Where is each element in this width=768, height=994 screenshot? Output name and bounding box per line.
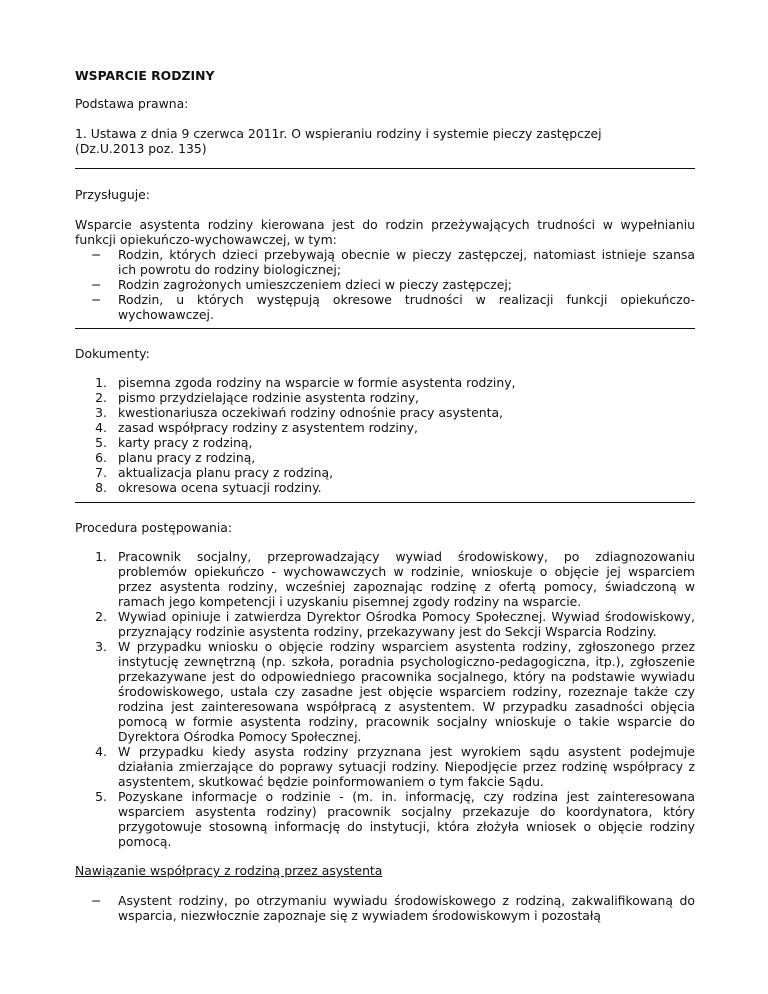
eligibility-section [75,217,695,322]
documents-section [75,375,695,495]
list-item: aktualizacja planu pracy z rodziną, [118,465,334,480]
procedure-heading: Procedura postępowania: [75,520,233,535]
documents-heading: Dokumenty: [75,346,150,361]
list-item: W przypadku kiedy asysta rodziny przyznana jest wyrokiem sądu asystent podejmuje działania zmierzające do poprawy sytuacji rodziny. Niepodjęcie przez rodzinę współpracy z asystentem, skutkować będzie poinformowaniem o tym fakcie Sądu. [118,744,695,789]
list-item: planu pracy z rodziną, [118,450,256,465]
document-title: WSPARCIE RODZINY [75,68,215,83]
section-divider [75,328,695,329]
list-item: Wywiad opiniuje i zatwierdza Dyrektor Ośrodka Pomocy Społecznej. Wywiad środowiskowy, przyznający rodzinie asystenta rodziny, przekazywany jest do Sekcji Wsparcia Rodziny. [118,609,695,639]
list-item: okresowa ocena sytuacji rodziny. [118,480,322,495]
cooperation-heading: Nawiązanie współpracy z rodziną przez asystenta [75,863,383,878]
section-divider [75,168,695,169]
cooperation-list [75,893,695,923]
eligibility-heading: Przysługuje: [75,187,150,202]
legal-basis-item [75,126,695,156]
list-item: − Rodzin zagrożonych umieszczeniem dzieci w pieczy zastępczej; [118,277,695,292]
list-item: pisemna zgoda rodziny na wsparcie w formie asystenta rodziny, [118,375,516,390]
list-item: − Rodzin, których dzieci przebywają obecnie w pieczy zastępczej, natomiast istnieje szansa ich powrotu do rodziny biologicznej; [118,247,695,277]
legal-basis-line: 1. Ustawa z dnia 9 czerwca 2011r. O wspieraniu rodziny i systemie pieczy zastępczej [75,126,602,141]
legal-basis-line: (Dz.U.2013 poz. 135) [75,141,207,156]
list-item: W przypadku wniosku o objęcie rodziny wsparciem asystenta rodziny, zgłoszonego przez instytucję zewnętrzną (np. szkoła, poradnia psychologiczno-pedagogiczna, itp.), zgłoszenie przekazywane jest do odpowiedniego pracownika socjalnego, który na podstawie wywiadu środowiskowego, ustala czy zasadne jest objęcie wsparciem rodziny, rozeznaje także czy rodzina jest zainteresowana współpracą z asystentem. W przypadku zasadności objęcia pomocą w formie asystenta rodziny, pracownik socjalny wnioskuje o takie wsparcie do Dyrektora Ośrodka Pomocy Społecznej. [118,639,695,744]
list-item: Pracownik socjalny, przeprowadzający wywiad środowiskowy, po zdiagnozowaniu problemów opiekuńczo - wychowawczych w rodzinie, wnioskuje o objęcie jej wsparciem przez asystenta rodziny, wcześniej zapoznając rodzinę z ofertą pomocy, świadczoną w ramach jego kompetencji i uzyskaniu pisemnej zgody rodziny na wsparcie. [118,549,695,609]
cooperation-section [75,893,695,923]
section-divider [75,502,695,503]
eligibility-intro: Wsparcie asystenta rodziny kierowana jest do rodzin przeżywających trudności w wypełnianiu funkcji opiekuńczo-wychowawczej, w tym: [75,217,695,247]
procedure-list [75,549,695,849]
list-item: karty pracy z rodziną, [118,435,253,450]
documents-list [75,375,695,495]
list-item: zasad współpracy rodziny z asystentem rodziny, [118,420,418,435]
list-item: − Rodzin, u których występują okresowe trudności w realizacji funkcji opiekuńczo-wychowawczej. [118,292,695,322]
legal-basis-heading: Podstawa prawna: [75,96,189,111]
list-item: − Asystent rodziny, po otrzymaniu wywiadu środowiskowego z rodziną, zakwalifikowaną do wsparcia, niezwłocznie zapoznaje się z wywiadem środowiskowym i pozostałą [118,893,695,923]
eligibility-list [75,247,695,322]
list-item: pismo przydzielające rodzinie asystenta rodziny, [118,390,419,405]
list-item: Pozyskane informacje o rodzinie - (m. in. informację, czy rodzina jest zainteresowana wsparciem asystenta rodziny) pracownik socjalny przekazuje do koordynatora, który przygotowuje stosowną informację do instytucji, która złożyła wniosek o objęcie rodziny pomocą. [118,789,695,849]
procedure-section [75,549,695,849]
list-item: kwestionariusza oczekiwań rodziny odnośnie pracy asystenta, [118,405,503,420]
